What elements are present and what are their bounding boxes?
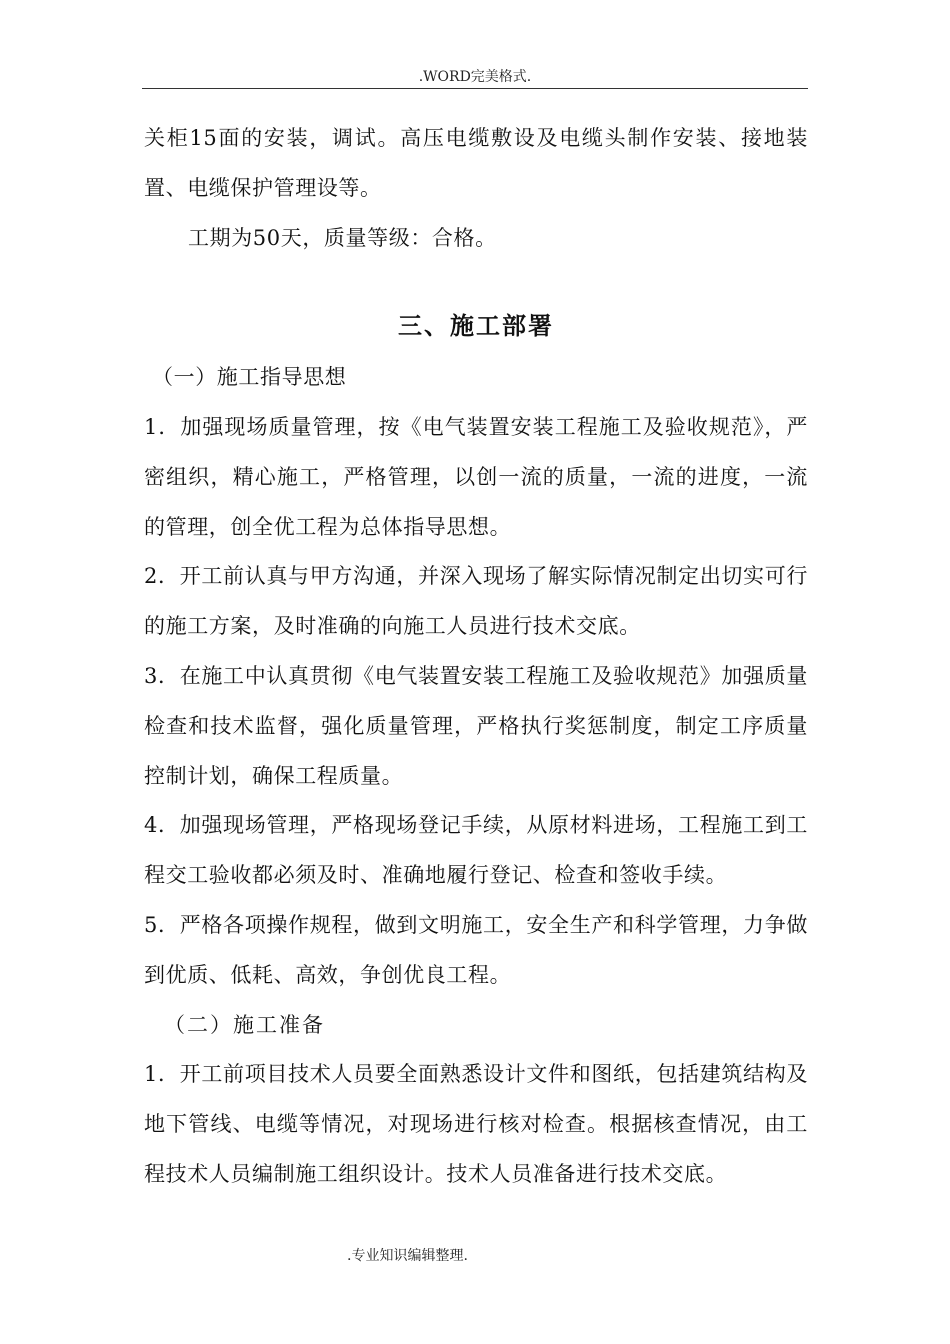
header-divider	[142, 88, 808, 89]
schedule-paragraph: 工期为50天，质量等级：合格。	[188, 225, 497, 250]
list-item: 1．加强现场质量管理，按《电气装置安装工程施工及验收规范》，严密组织，精心施工，严格管理，以创一流的质量，一流的进度，一流的管理，创全优工程为总体指导思想。	[144, 414, 808, 539]
page-footer: .专业知识编辑整理.	[347, 1248, 468, 1264]
list-item: 1．开工前项目技术人员要全面熟悉设计文件和图纸，包括建筑结构及地下管线、电缆等情况，对现场进行核对检查。根据核查情况，由工程技术人员编制施工组织设计。技术人员准备进行技术交底。	[144, 1062, 808, 1186]
list-item: 3．在施工中认真贯彻《电气装置安装工程施工及验收规范》加强质量检查和技术监督，强化质量管理，严格执行奖惩制度，制定工序质量控制计划，确保工程质量。	[144, 663, 808, 788]
intro-paragraph: 关柜15面的安装，调试。高压电缆敷设及电缆头制作安装、接地装置、电缆保护管理设等。	[144, 126, 808, 200]
section-title: 三、施工部署	[398, 311, 554, 341]
list-item: 4．加强现场管理，严格现场登记手续，从原材料进场，工程施工到工程交工验收都必须及时、准确地履行登记、检查和签收手续。	[144, 813, 808, 888]
document-body	[144, 114, 808, 1200]
page-header: .WORD完美格式.	[418, 69, 532, 85]
subsection-heading-preparation: （二）施工准备	[164, 1012, 325, 1037]
subsection-heading-guiding-principles: （一）施工指导思想	[152, 365, 347, 390]
list-item: 5．严格各项操作规程，做到文明施工，安全生产和科学管理，力争做到优质、低耗、高效，争创优良工程。	[144, 912, 808, 987]
list-item: 2．开工前认真与甲方沟通，并深入现场了解实际情况制定出切实可行的施工方案，及时准确的向施工人员进行技术交底。	[144, 564, 808, 639]
